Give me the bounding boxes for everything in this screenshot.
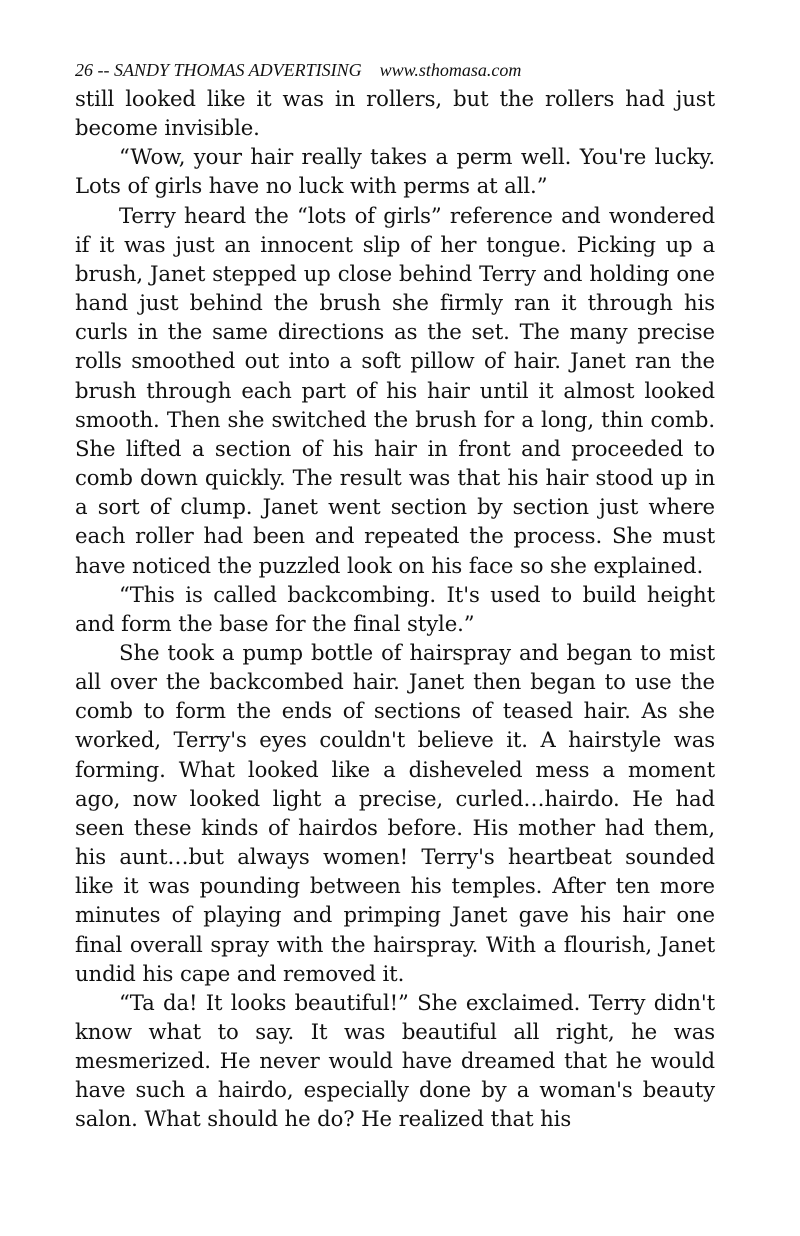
body-text [75, 84, 715, 1134]
paragraph: Terry heard the “lots of girls” reference and wondered if it was just an innocent slip of her tongue. Picking up a brush, Janet stepped up close behind Terry and holding one hand just behind the brush she firmly ran it through his curls in the same directions as the set. The many precise rolls smoothed out into a soft pillow of hair. Janet ran the brush through each part of his hair until it almost looked smooth. Then she switched the brush for a long, thin comb. She lifted a section of his hair in front and proceeded to comb down quickly. The result was that his hair stood up in a sort of clump. Janet went section by section just where each roller had been and repeated the process. She must have noticed the puzzled look on his face so she explained. [75, 202, 715, 578]
header-page-and-publisher: 26 -- SANDY THOMAS ADVERTISING [75, 60, 362, 80]
header-website: www.sthomasa.com [379, 60, 522, 80]
paragraph: “Ta da! It looks beautiful!” She exclaimed. Terry didn't know what to say. It was beautiful all right, he was mesmerized. He never would have dreamed that he would have such a hairdo, especially done by a woman's beauty salon. What should he do? He realized that his [75, 989, 715, 1132]
paragraph: still looked like it was in rollers, but the rollers had just become invisible. [75, 86, 715, 141]
paragraph: “Wow, your hair really takes a perm well. You're lucky. Lots of girls have no luck with perms at all.” [75, 144, 715, 199]
book-page [75, 58, 715, 1134]
paragraph: “This is called backcombing. It's used to build height and form the base for the final style.” [75, 581, 715, 636]
running-header [75, 58, 715, 84]
paragraph: She took a pump bottle of hairspray and began to mist all over the backcombed hair. Janet then began to use the comb to form the ends of sections of teased hair. As she worked, Terry's eyes couldn't believe it. A hairstyle was forming. What looked like a disheveled mess a moment ago, now looked light a precise, curled…hairdo. He had seen these kinds of hairdos before. His mother had them, his aunt…but always women! Terry's heartbeat sounded like it was pounding between his temples. After ten more minutes of playing and primping Janet gave his hair one final overall spray with the hairspray. With a flourish, Janet undid his cape and removed it. [75, 639, 715, 986]
